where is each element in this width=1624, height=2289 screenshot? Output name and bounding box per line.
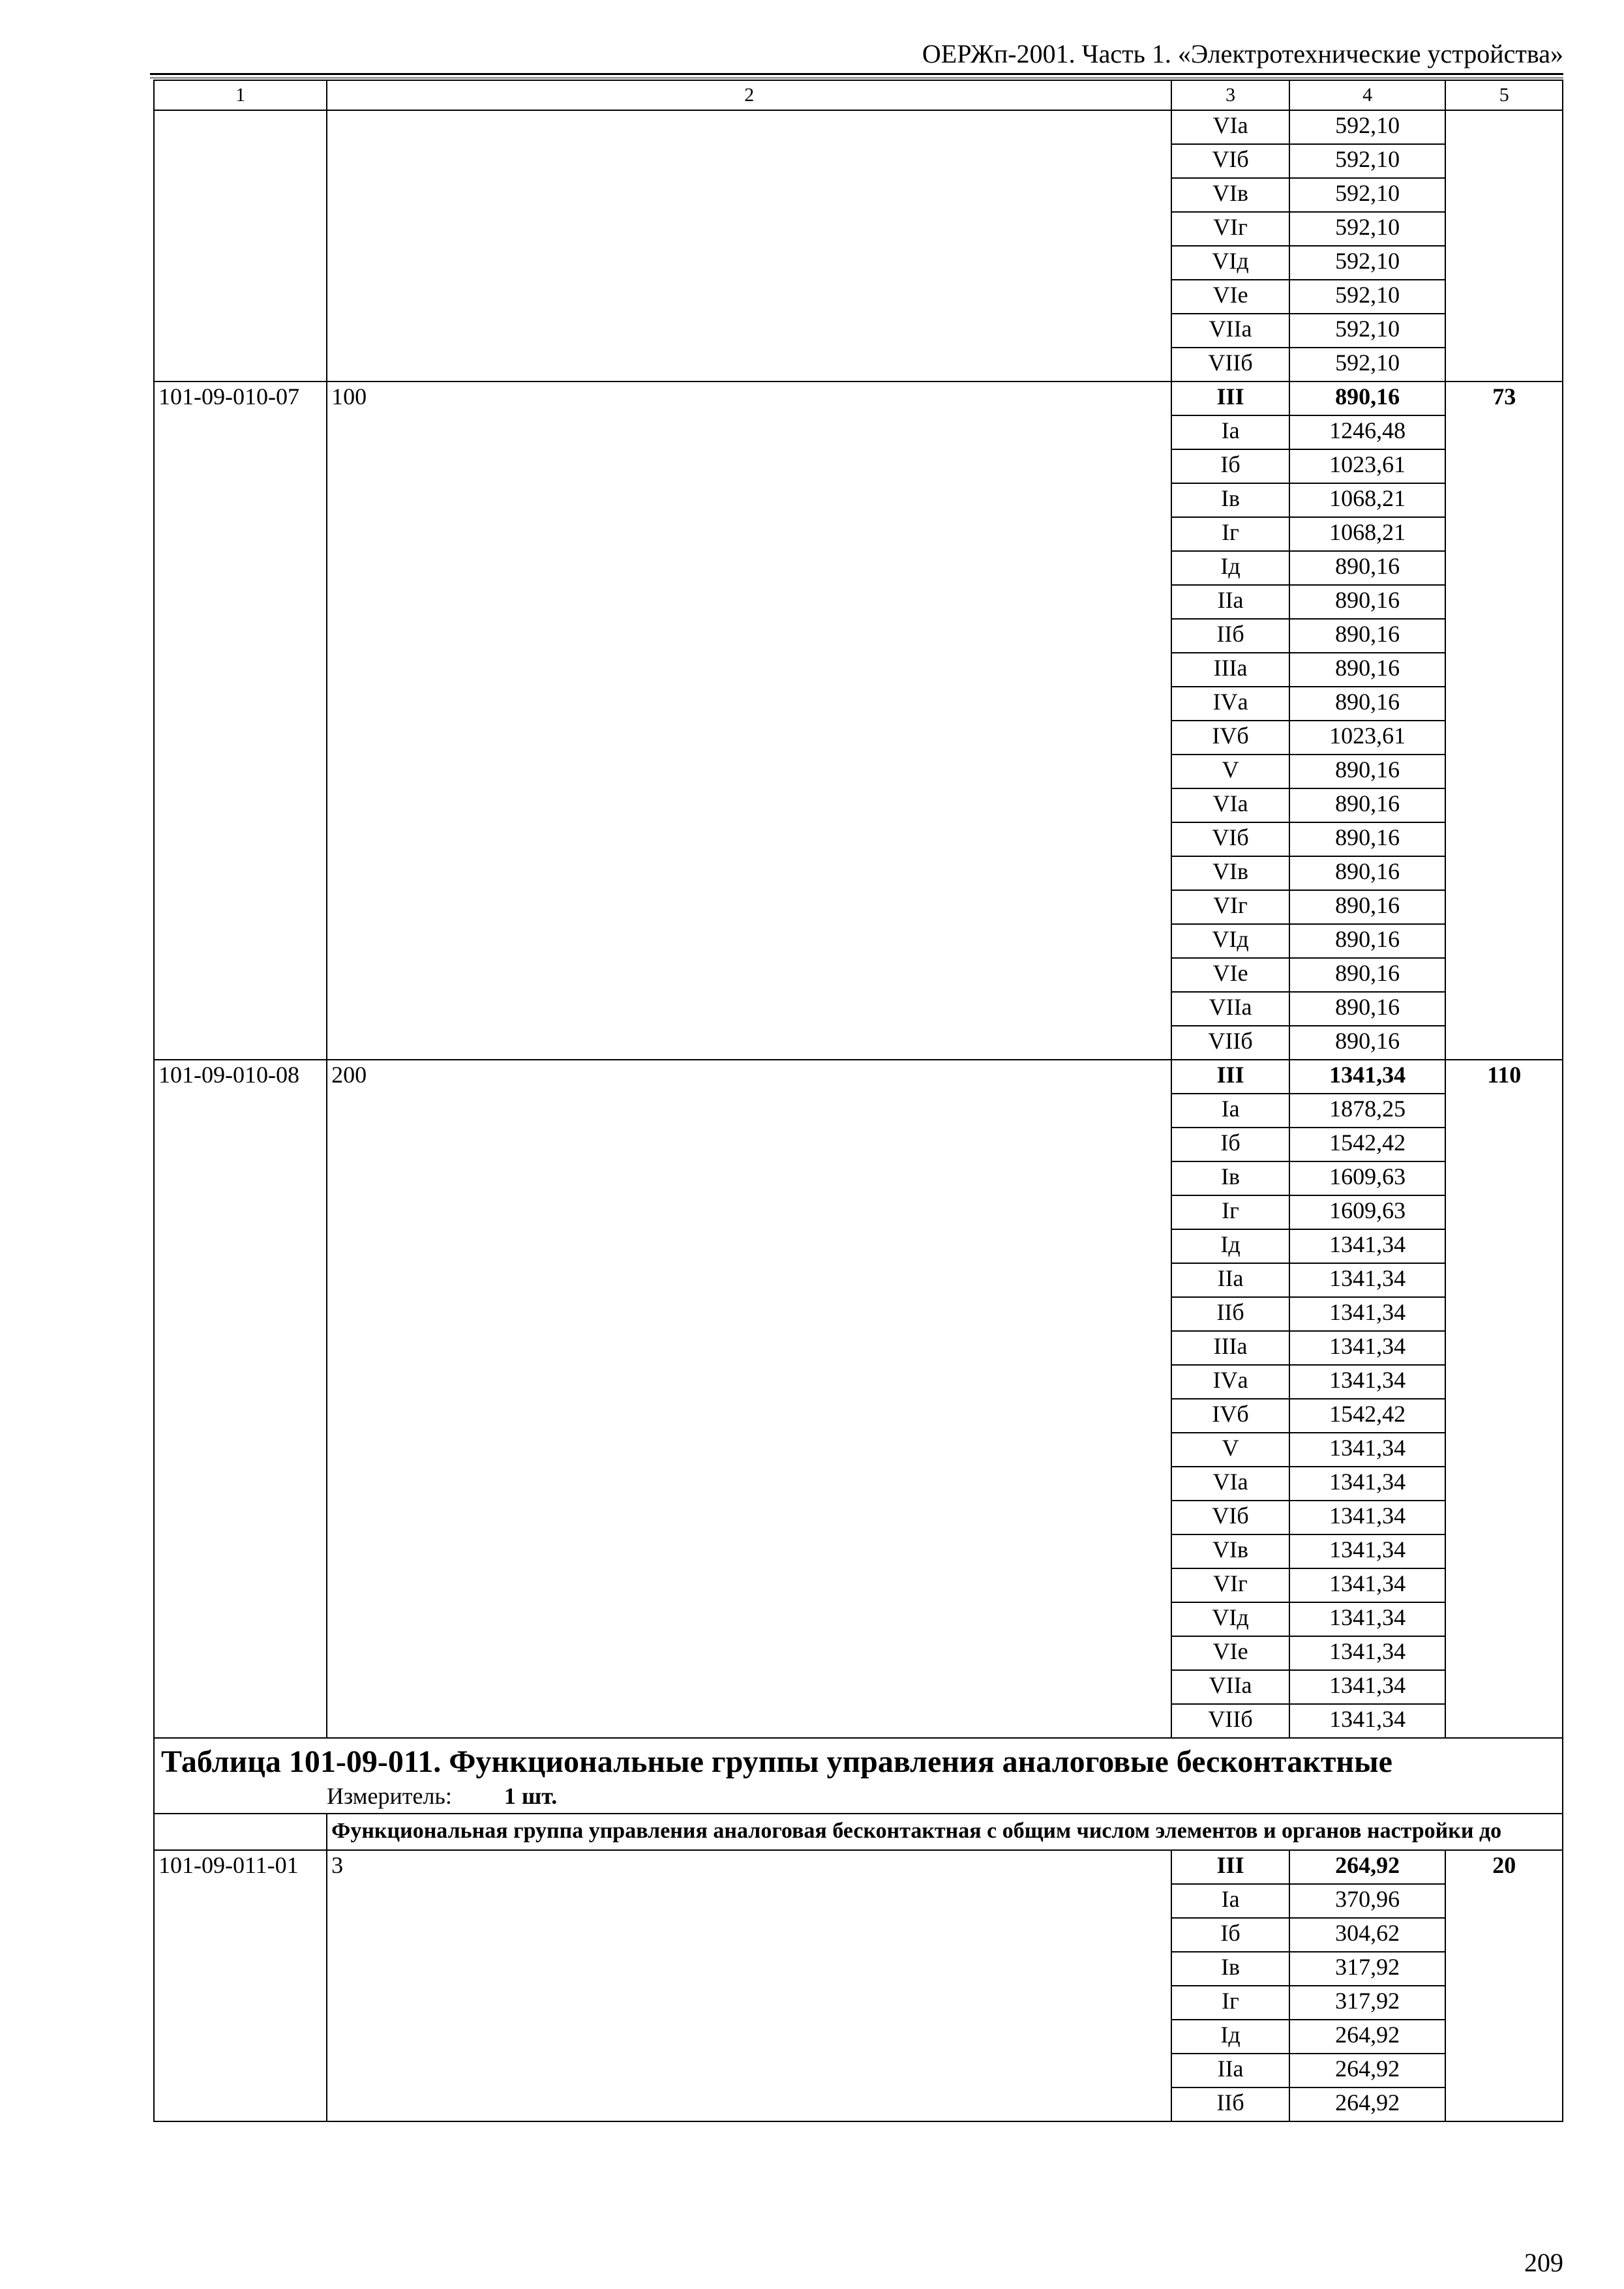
zone-cell: VIг [1171, 1568, 1289, 1602]
zone-cell: VIе [1171, 1636, 1289, 1670]
zone-cell: VIд [1171, 924, 1289, 958]
zone-cell: VIа [1171, 1467, 1289, 1501]
price-cell: 1341,34 [1289, 1263, 1446, 1297]
zone-cell: IIIа [1171, 653, 1289, 687]
group-heading: Функциональная группа управления аналоговая бесконтактная с общим числом элементов и органов настройки до [327, 1814, 1563, 1850]
header-rule [150, 73, 1563, 75]
price-cell: 890,16 [1289, 551, 1446, 585]
zone-cell: IVб [1171, 721, 1289, 755]
price-cell: 890,16 [1289, 1026, 1446, 1060]
price-cell: 592,10 [1289, 246, 1446, 280]
zone-cell: VIв [1171, 856, 1289, 890]
zone-cell: VIе [1171, 958, 1289, 992]
zone-cell: III [1171, 382, 1289, 415]
price-cell: 1341,34 [1289, 1534, 1446, 1568]
price-cell: 264,92 [1289, 2087, 1446, 2121]
labor-cell [1445, 110, 1563, 382]
price-cell: 592,10 [1289, 178, 1446, 212]
zone-cell: III [1171, 1060, 1289, 1094]
price-cell: 317,92 [1289, 1952, 1446, 1986]
zone-cell: IVа [1171, 687, 1289, 721]
zone-cell: Iб [1171, 1128, 1289, 1161]
price-cell: 1341,34 [1289, 1331, 1446, 1365]
price-cell: 890,16 [1289, 653, 1446, 687]
zone-cell: VIе [1171, 280, 1289, 314]
item-code: 101-09-011-01 [154, 1850, 327, 2121]
price-cell: 890,16 [1289, 856, 1446, 890]
price-table [153, 80, 1563, 2122]
column-number: 1 [154, 80, 327, 110]
section-title-row [154, 1738, 1563, 1814]
table-title: Таблица 101-09-011. Функциональные группы управления аналоговые бесконтактные [161, 1744, 1392, 1779]
zone-cell: VIIб [1171, 348, 1289, 382]
zone-cell: IIа [1171, 2054, 1289, 2087]
price-cell: 1609,63 [1289, 1195, 1446, 1229]
zone-cell: VIIб [1171, 1704, 1289, 1738]
labor-cell: 110 [1445, 1060, 1563, 1738]
column-number: 3 [1171, 80, 1289, 110]
zone-cell: V [1171, 1433, 1289, 1467]
zone-cell: IIб [1171, 619, 1289, 653]
price-cell: 1068,21 [1289, 517, 1446, 551]
zone-cell: Iа [1171, 415, 1289, 449]
price-cell: 890,16 [1289, 687, 1446, 721]
price-cell: 1023,61 [1289, 449, 1446, 483]
zone-cell: Iв [1171, 483, 1289, 517]
section-title-cell [154, 1738, 1563, 1814]
price-cell: 304,62 [1289, 1918, 1446, 1952]
price-cell: 1246,48 [1289, 415, 1446, 449]
table-row [154, 1060, 1563, 1094]
zone-cell: Iд [1171, 551, 1289, 585]
column-number: 5 [1445, 80, 1563, 110]
zone-cell: Iб [1171, 449, 1289, 483]
running-header: ОЕРЖп-2001. Часть 1. «Электротехнические устройства» [922, 39, 1563, 68]
zone-cell: Iд [1171, 2020, 1289, 2054]
item-code: 101-09-010-08 [154, 1060, 327, 1738]
item-name: 3 [327, 1850, 1171, 2121]
item-name: 100 [327, 382, 1171, 1060]
zone-cell: Iа [1171, 1094, 1289, 1128]
code-cell [154, 110, 327, 382]
price-cell: 592,10 [1289, 280, 1446, 314]
price-cell: 1341,34 [1289, 1467, 1446, 1501]
price-cell: 592,10 [1289, 144, 1446, 178]
price-cell: 1068,21 [1289, 483, 1446, 517]
zone-cell: VIIа [1171, 1670, 1289, 1704]
price-cell: 317,92 [1289, 1986, 1446, 2020]
zone-cell: IVб [1171, 1399, 1289, 1433]
zone-cell: VIб [1171, 1501, 1289, 1534]
price-cell: 1542,42 [1289, 1128, 1446, 1161]
price-cell: 1023,61 [1289, 721, 1446, 755]
zone-cell: VIг [1171, 890, 1289, 924]
price-cell: 1542,42 [1289, 1399, 1446, 1433]
price-cell: 1878,25 [1289, 1094, 1446, 1128]
price-cell: 592,10 [1289, 212, 1446, 246]
column-number-row [154, 80, 1563, 110]
price-cell: 592,10 [1289, 110, 1446, 144]
zone-cell: Iа [1171, 1884, 1289, 1918]
price-cell: 1341,34 [1289, 1433, 1446, 1467]
zone-cell: IIб [1171, 1297, 1289, 1331]
labor-cell: 20 [1445, 1850, 1563, 2121]
price-cell: 264,92 [1289, 1850, 1446, 1884]
price-cell: 1341,34 [1289, 1365, 1446, 1399]
zone-cell: Iв [1171, 1161, 1289, 1195]
code-cell [154, 1814, 327, 1850]
price-cell: 1609,63 [1289, 1161, 1446, 1195]
zone-cell: Iг [1171, 517, 1289, 551]
page-number: 209 [1524, 2248, 1563, 2277]
measure-label: Измеритель: [327, 1783, 452, 1809]
zone-cell: V [1171, 755, 1289, 788]
zone-cell: VIIа [1171, 992, 1289, 1026]
measure-line [161, 1782, 1556, 1810]
price-cell: 1341,34 [1289, 1704, 1446, 1738]
zone-cell: VIа [1171, 110, 1289, 144]
price-cell: 890,16 [1289, 924, 1446, 958]
price-cell: 370,96 [1289, 1884, 1446, 1918]
price-cell: 890,16 [1289, 822, 1446, 856]
table-row [154, 382, 1563, 415]
table-row [154, 110, 1563, 144]
zone-cell: VIд [1171, 1602, 1289, 1636]
zone-cell: IIа [1171, 1263, 1289, 1297]
price-cell: 1341,34 [1289, 1568, 1446, 1602]
zone-cell: Iд [1171, 1229, 1289, 1263]
zone-cell: Iг [1171, 1986, 1289, 2020]
price-cell: 890,16 [1289, 890, 1446, 924]
price-cell: 890,16 [1289, 619, 1446, 653]
column-number: 2 [327, 80, 1171, 110]
column-number: 4 [1289, 80, 1446, 110]
zone-cell: VIа [1171, 788, 1289, 822]
measure-value: 1 шт. [504, 1783, 558, 1809]
price-cell: 1341,34 [1289, 1670, 1446, 1704]
price-cell: 1341,34 [1289, 1229, 1446, 1263]
zone-cell: VIб [1171, 144, 1289, 178]
price-cell: 1341,34 [1289, 1060, 1446, 1094]
price-cell: 592,10 [1289, 348, 1446, 382]
price-cell: 264,92 [1289, 2054, 1446, 2087]
group-heading-row [154, 1814, 1563, 1850]
zone-cell: IIIа [1171, 1331, 1289, 1365]
zone-cell: IIа [1171, 585, 1289, 619]
zone-cell: III [1171, 1850, 1289, 1884]
price-cell: 890,16 [1289, 958, 1446, 992]
price-cell: 890,16 [1289, 755, 1446, 788]
table-row [154, 1850, 1563, 1884]
price-cell: 890,16 [1289, 585, 1446, 619]
zone-cell: Iв [1171, 1952, 1289, 1986]
zone-cell: VIв [1171, 1534, 1289, 1568]
price-cell: 890,16 [1289, 382, 1446, 415]
price-cell: 1341,34 [1289, 1297, 1446, 1331]
zone-cell: VIв [1171, 178, 1289, 212]
zone-cell: VIIб [1171, 1026, 1289, 1060]
item-code: 101-09-010-07 [154, 382, 327, 1060]
zone-cell: IVа [1171, 1365, 1289, 1399]
price-cell: 890,16 [1289, 788, 1446, 822]
price-cell: 890,16 [1289, 992, 1446, 1026]
price-cell: 264,92 [1289, 2020, 1446, 2054]
zone-cell: VIд [1171, 246, 1289, 280]
name-cell [327, 110, 1171, 382]
zone-cell: IIб [1171, 2087, 1289, 2121]
item-name: 200 [327, 1060, 1171, 1738]
labor-cell: 73 [1445, 382, 1563, 1060]
price-cell: 1341,34 [1289, 1636, 1446, 1670]
zone-cell: VIIа [1171, 314, 1289, 348]
price-cell: 1341,34 [1289, 1602, 1446, 1636]
zone-cell: Iб [1171, 1918, 1289, 1952]
price-cell: 1341,34 [1289, 1501, 1446, 1534]
zone-cell: Iг [1171, 1195, 1289, 1229]
price-cell: 592,10 [1289, 314, 1446, 348]
zone-cell: VIг [1171, 212, 1289, 246]
zone-cell: VIб [1171, 822, 1289, 856]
